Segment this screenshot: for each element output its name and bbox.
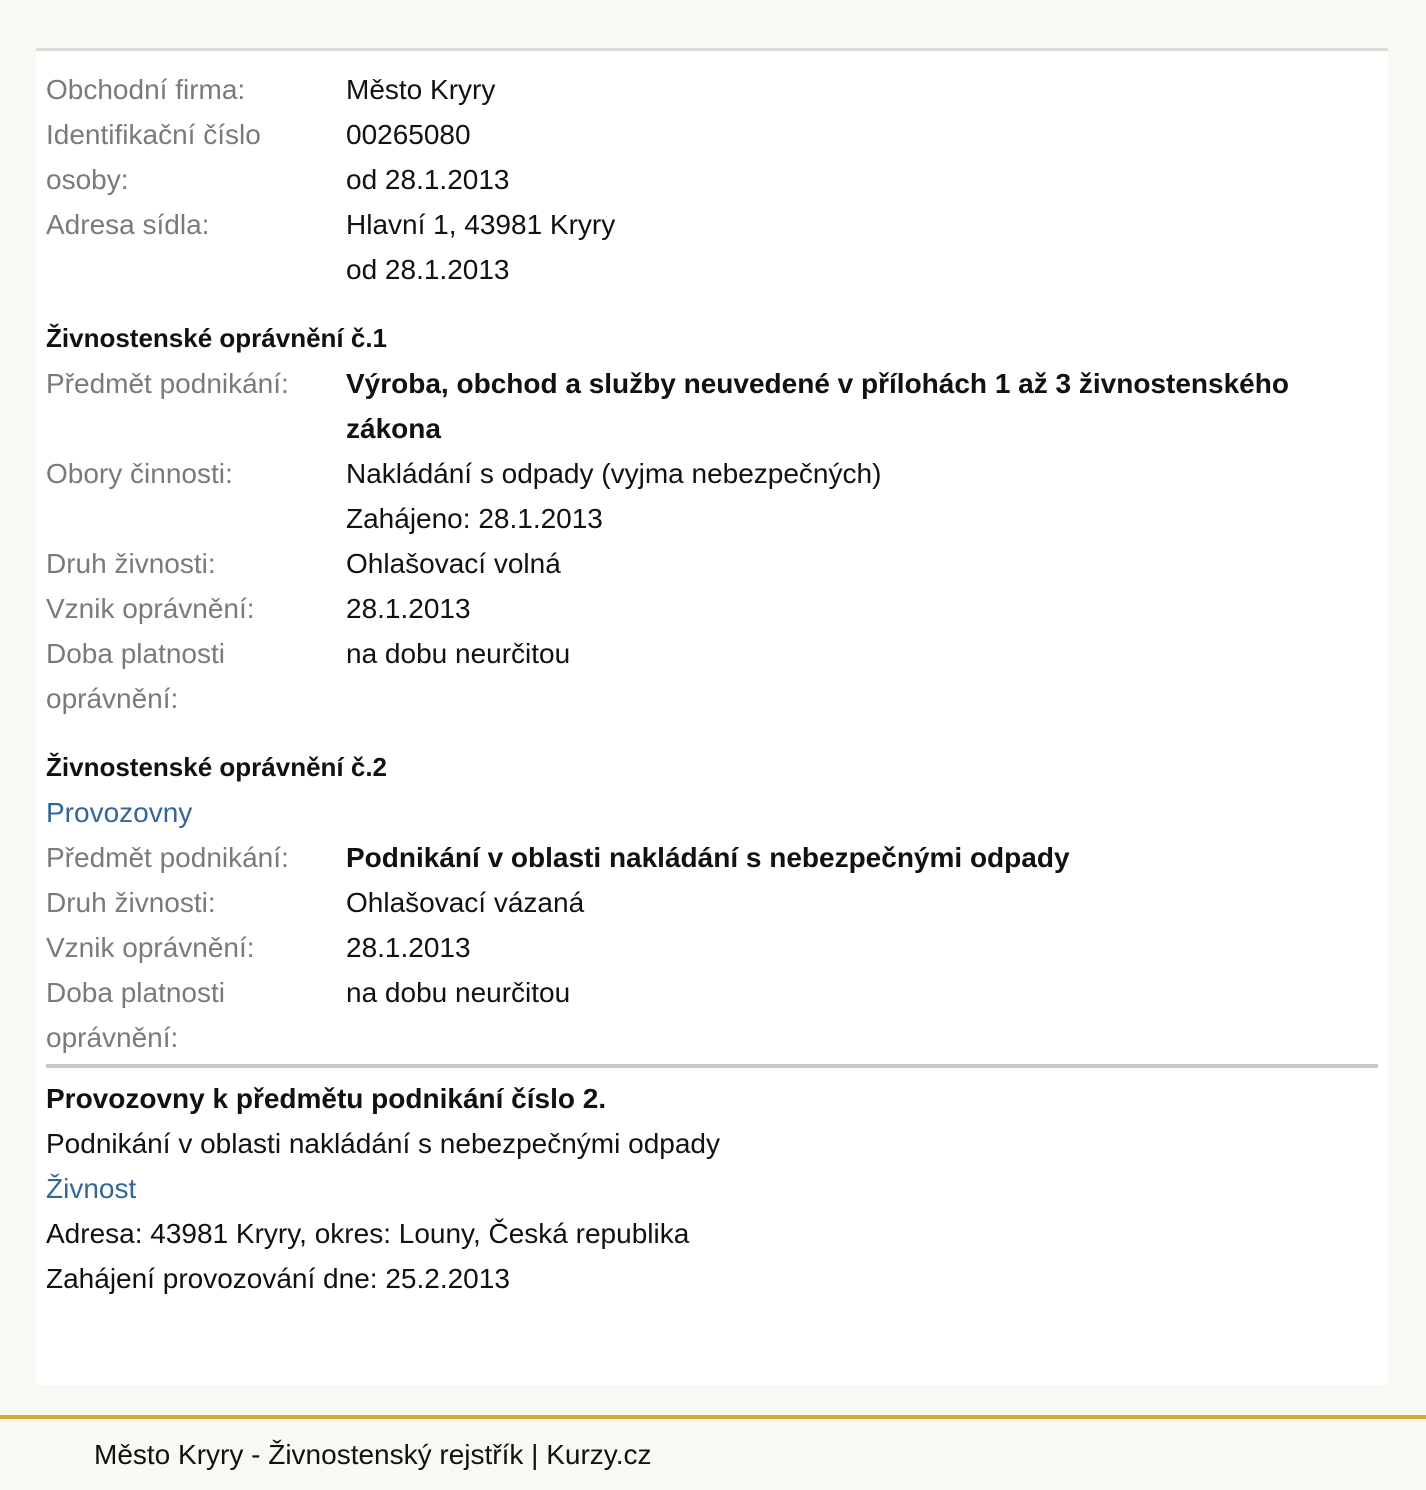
type-label: Druh živnosti:	[46, 887, 216, 918]
company-value: Město Kryry	[346, 74, 496, 105]
permit-2-title: Živnostenské oprávnění č.2	[46, 752, 388, 782]
address-since: od 28.1.2013	[346, 254, 510, 285]
establishment-started: Zahájení provozování dne: 25.2.2013	[46, 1263, 510, 1294]
id-row	[46, 112, 1376, 202]
establishment-subject: Podnikání v oblasti nakládání s nebezpečnými odpady	[46, 1128, 720, 1159]
fields-label: Obory činnosti:	[46, 458, 233, 489]
id-label: Identifikační číslo	[46, 119, 261, 150]
origin-label: Vznik oprávnění:	[46, 593, 255, 624]
permit-1-type-row	[46, 541, 1376, 586]
address-label: Adresa sídla:	[46, 209, 210, 240]
trade-link[interactable]: Živnost	[46, 1173, 137, 1204]
fields-value: Nakládání s odpady (vyjma nebezpečných)	[346, 458, 882, 489]
subject-value: Podnikání v oblasti nakládání s nebezpečnými odpady	[346, 842, 1070, 873]
permit-1-validity-row	[46, 631, 1376, 721]
address-row	[46, 202, 1376, 292]
subject-value-cont: zákona	[346, 413, 441, 444]
id-since: od 28.1.2013	[346, 164, 510, 195]
validity-label-cont: oprávnění:	[46, 1022, 179, 1053]
subject-label: Předmět podnikání:	[46, 842, 289, 873]
type-value: Ohlašovací volná	[346, 548, 561, 579]
fields-started: Zahájeno: 28.1.2013	[346, 503, 603, 534]
content-panel	[36, 48, 1388, 1385]
address-value: Hlavní 1, 43981 Kryry	[346, 209, 616, 240]
validity-label: Doba platnosti	[46, 638, 226, 669]
permit-1-subject-row	[46, 361, 1376, 451]
validity-value: na dobu neurčitou	[346, 977, 571, 1008]
permit-2-origin-row	[46, 925, 1376, 970]
validity-label: Doba platnosti	[46, 977, 226, 1008]
permit-1-title: Živnostenské oprávnění č.1	[46, 323, 388, 353]
establishments-link[interactable]: Provozovny	[46, 797, 193, 828]
permit-1-fields-row	[46, 451, 1376, 541]
permit-2-validity-row	[46, 970, 1376, 1060]
id-label-cont: osoby:	[46, 164, 129, 195]
type-label: Druh živnosti:	[46, 548, 216, 579]
validity-label-cont: oprávnění:	[46, 683, 179, 714]
origin-label: Vznik oprávnění:	[46, 932, 255, 963]
subject-value: Výroba, obchod a služby neuvedené v přílohách 1 až 3 živnostenského	[346, 368, 1289, 399]
establishments-title: Provozovny k předmětu podnikání číslo 2.	[46, 1083, 607, 1114]
origin-value: 28.1.2013	[346, 593, 471, 624]
company-label: Obchodní firma:	[46, 74, 246, 105]
permit-2-type-row	[46, 880, 1376, 925]
validity-value: na dobu neurčitou	[346, 638, 571, 669]
id-value: 00265080	[346, 119, 471, 150]
subject-label: Předmět podnikání:	[46, 368, 289, 399]
footer	[0, 1415, 1426, 1490]
footer-text: Město Kryry - Živnostenský rejstřík | Kurzy.cz	[94, 1439, 652, 1470]
permit-1-origin-row	[46, 586, 1376, 631]
section-divider	[46, 1064, 1378, 1068]
establishment-address: Adresa: 43981 Kryry, okres: Louny, Česká republika	[46, 1218, 690, 1249]
origin-value: 28.1.2013	[346, 932, 471, 963]
registry-record	[46, 67, 1376, 1301]
type-value: Ohlašovací vázaná	[346, 887, 585, 918]
permit-2-subject-row	[46, 835, 1376, 880]
company-row	[46, 67, 1376, 112]
